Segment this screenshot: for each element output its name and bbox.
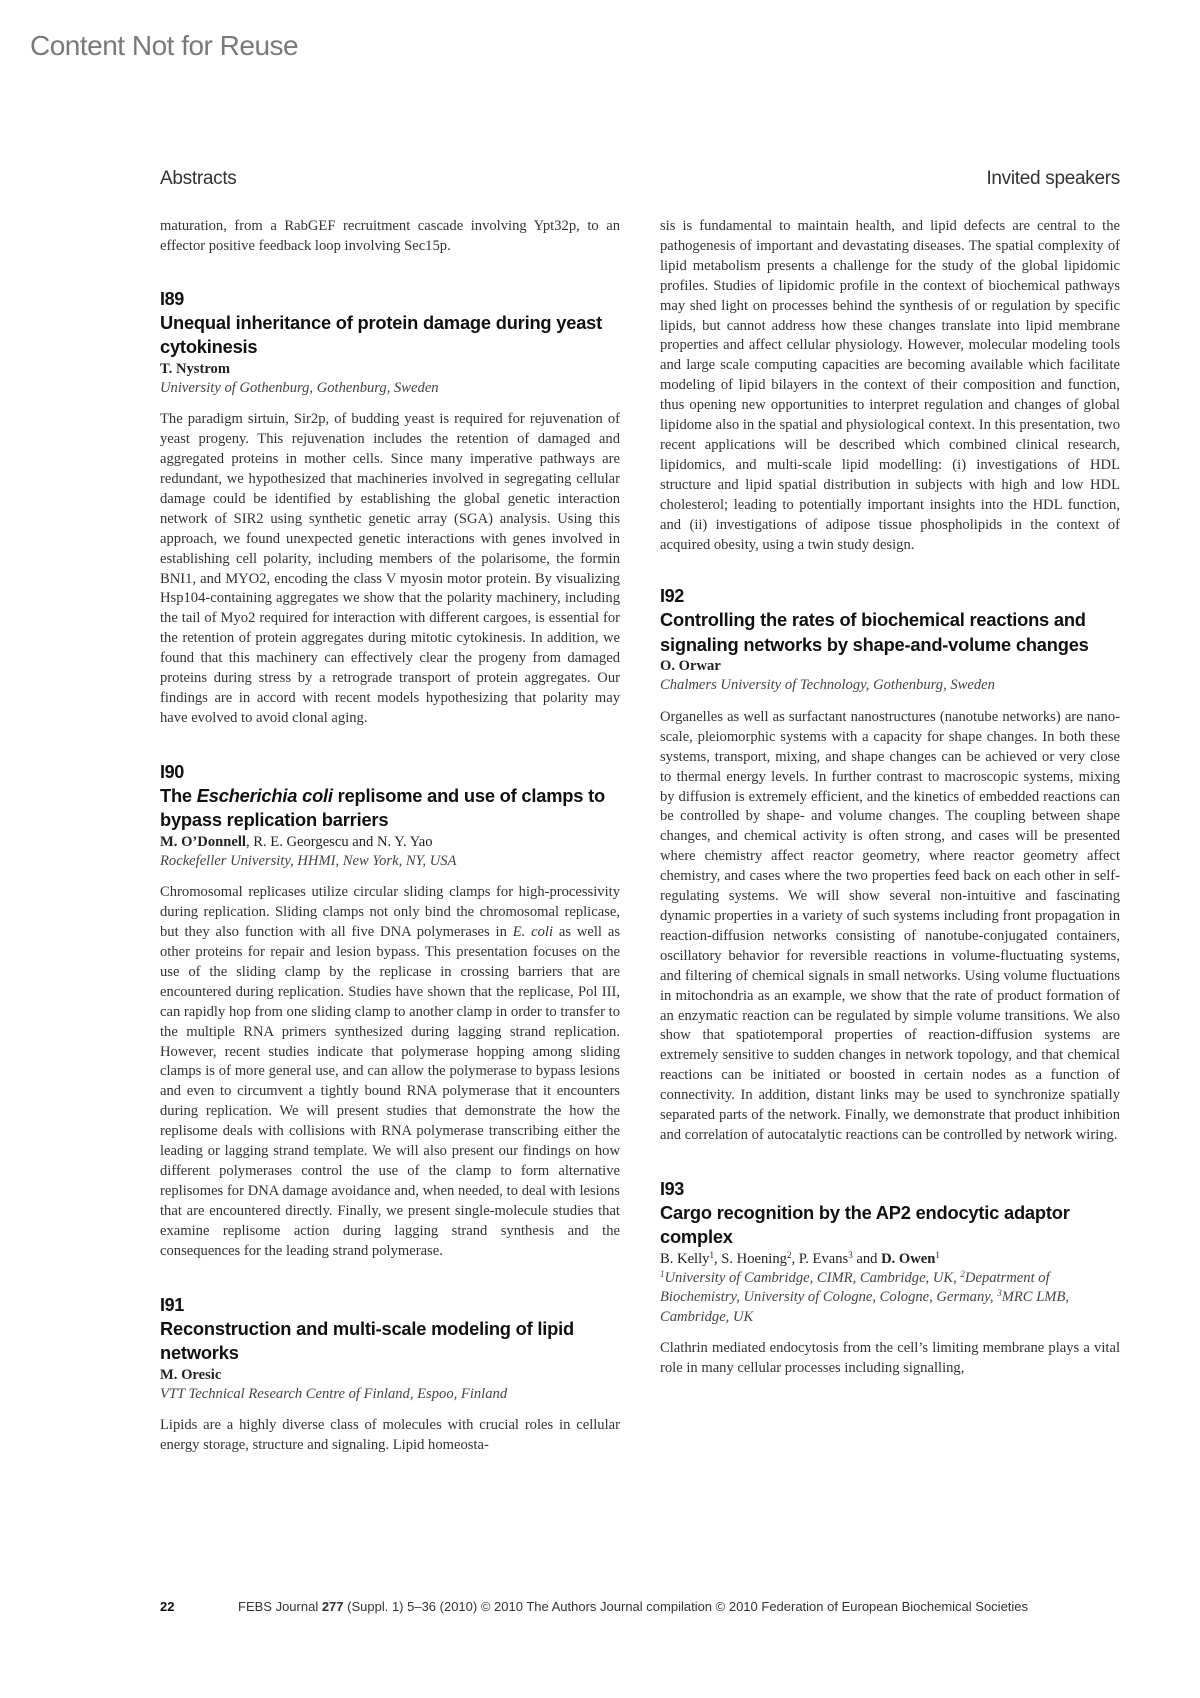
affiliation-marker: 2 xyxy=(960,1268,965,1279)
abstract-I91 xyxy=(160,1294,620,1456)
journal-volume: 277 xyxy=(321,1599,344,1614)
abstract-title: Reconstruction and multi-scale modeling of lipid networks xyxy=(160,1317,574,1364)
presenting-author: T. Nystrom xyxy=(160,360,230,377)
abstract-id: I89 xyxy=(160,288,184,309)
body-text: as well as other proteins for repair and lesion bypass. This presentation focuses on the use of the sliding clamp by the replicase in crossing barriers that are encountered during replication. Studies have shown that the replicase, Pol III, can rapidly hop from one sliding clamp to another clamp in order to transfer to the multiple RNA primers synthesized during lagging strand replication. However, recent studies indicate that polymerase hopping among sliding clamps is of more general use, and can allow the polymerase to bypass lesions and even to circumvent a tightly bound RNA polymerase that it encounters during replication. We will present studies that demonstrate the how the replisome deals with collisions with RNA polymerase transcribing either the leading or lagging strand template. We will also present our findings on how different polymerases control the use of the clamp to form alternative replisomes for DNA damage avoidance and, when needed, to deal with lesions that are encountered directly. Finally, we present single-molecule studies that examine replisome action during lagging strand synthesis and the consequences for the leading strand polymerase. xyxy=(160,924,620,1259)
page-number: 22 xyxy=(160,1599,175,1614)
abstract-affiliation: Chalmers University of Technology, Gothenburg, Sweden xyxy=(660,677,995,694)
abstract-body: Clathrin mediated endocytosis from the cell’s limiting membrane plays a vital role in many cellular processes including signalling, xyxy=(660,1340,1120,1377)
abstract-title: Cargo recognition by the AP2 endocytic adaptor complex xyxy=(660,1201,1070,1248)
abstract-affiliation: University of Gothenburg, Gothenburg, Sweden xyxy=(160,379,439,396)
left-column xyxy=(160,217,620,1456)
abstract-id: I91 xyxy=(160,1294,184,1315)
abstract-authors xyxy=(160,833,620,852)
affiliation-text: MRC LMB, Cambridge, UK xyxy=(660,1289,1070,1325)
abstract-authors xyxy=(660,1250,1120,1269)
abstract-I93 xyxy=(660,1178,1120,1379)
affiliation-text: University of Cambridge, CIMR, Cambridge, UK, xyxy=(664,1269,961,1286)
abstract-body: Organelles as well as surfactant nanostructures (nanotube networks) are nano-scale, pleiomorphic systems with a capacity for shape changes. In both these systems, transport, mixing, and shape changes can be achieved or very close to thermal energy levels. In further contrast to macroscopic systems, mixing by diffusion is extremely efficient, and the kinetics of embedded reactions can be controlled by shape- and volume changes. The coupling between shape changes, and chemical activity is often strong, and cases will be presented where chemistry affect reactor geometry, where reactor geometry affect chemistry, and cases where the two properties feed back on each other in self-regulating systems. We will show several non-intuitive and fascinating dynamic properties in a variety of such systems including front propagation in reaction-diffusion networks consisting of nanotube-conjugated containers, oscillatory behavior for reversible reactions in volume-fluctuating systems, and filtering of chemical signals in small networks. Using volume fluctuations in mitochondria as an example, we show that the rate of product formation of an enzymatic reaction can be regulated by simple volume transitions. We also show that spatiotemporal properties of reaction-diffusion systems are extremely sensitive to sudden changes in network topology, and that chemical reactions can be initiated or boosted in certain nodes as a function of connectivity. In addition, distant links may be used to synchronize spatially separated parts of the network. Finally, we demonstrate that product inhibition and correlation of autocatalytic reactions can be controlled by network wiring. xyxy=(660,708,1120,1143)
co-authors: , R. E. Georgescu and N. Y. Yao xyxy=(245,833,433,850)
abstract-authors xyxy=(160,360,620,379)
watermark: Content Not for Reuse xyxy=(30,30,299,61)
abstract-id: I90 xyxy=(160,761,184,782)
running-head-left: Abstracts xyxy=(160,168,237,189)
abstract-body: The paradigm sirtuin, Sir2p, of budding yeast is required for rejuvenation of yeast progeny. This rejuvenation includes the retention of damaged and aggregated proteins in mother cells. Since many imperative pathways are redundant, we hypothesized that machineries involved in segregating cellular damage could be identified by establishing the global genetic interaction network of SIR2 using synthetic genetic array (SGA) analysis. Using this approach, we found unexpected genetic interactions with genes involved in establishing cell polarity, including members of the polarisome, the formin BNI1, and MYO2, encoding the class V myosin motor protein. By visualizing Hsp104-containing aggregates we show that the polarity machinery, including the tail of Myo2 required for interaction with different cargoes, is essential for the retention of protein aggregates during mitotic cytokinesis. In addition, we found that this machinery can effectively clear the progeny from damaged proteins during stress by a retrograde transport of protein aggregates. Our findings are in accord with recent models hypothesizing that polarity may have evolved to avoid clonal aging. xyxy=(160,411,620,726)
abstract-body xyxy=(160,883,620,1261)
citation-details: (Suppl. 1) 5–36 (2010) © 2010 The Authors Journal compilation © 2010 Federation of European Biochemical Societies xyxy=(343,1599,1029,1614)
abstract-I92 xyxy=(660,585,1120,1145)
continued-text: maturation, from a RabGEF recruitment cascade involving Ypt32p, to an effector positive feedback loop involving Sec15p. xyxy=(160,218,620,254)
abstract-affiliation: VTT Technical Research Centre of Finland, Espoo, Finland xyxy=(160,1385,508,1402)
affiliation-marker: 3 xyxy=(997,1288,1002,1299)
abstract-affiliation xyxy=(660,1269,1120,1328)
abstract-title: Unequal inheritance of protein damage during yeast cytokinesis xyxy=(160,311,603,358)
page-footer xyxy=(160,1599,1130,1614)
affiliation-text: Depatrment of Biochemistry, University of Cologne, Cologne, Germany, xyxy=(660,1269,1050,1306)
abstract-I89 xyxy=(160,288,620,729)
author-separator: and xyxy=(852,1250,882,1267)
affiliation-marker: 1 xyxy=(709,1249,714,1260)
continued-text: sis is fundamental to maintain health, and lipid defects are central to the pathogenesis of important and devastating diseases. The spatial complexity of lipid metabolism presents a challenge for the study of the global lipidomic profiles. Studies of lipidomic profile in the context of biochemical pathways may shed light on processes behind the synthesis of or regulation by specific lipids, but cannot address how these changes translate into lipid membrane properties and affect cellular physiology. However, molecular modeling tools and large scale computing capacities are becoming available which facilitate modeling of lipid bilayers in the context of their composition and function, thus opening new opportunities to interpret regulation and changes of global lipidome also in the spatial and physiological context. In this presentation, two recent applications will be described which combined clinical research, lipidomics, and multi-scale lipid modelling: (i) investigations of HDL structure and lipid spatial distribution in subjects with high and low HDL cholesterol; leading to potentially important insights into the HDL function, and (ii) investigations of adipose tissue phospholipids in the context of acquired obesity, using a twin study design. xyxy=(660,218,1120,553)
journal-citation xyxy=(238,1599,1028,1614)
abstract-id: I93 xyxy=(660,1178,684,1199)
journal-name: FEBS Journal xyxy=(238,1599,322,1614)
abstract-affiliation: Rockefeller University, HHMI, New York, NY, USA xyxy=(160,852,457,869)
author-name: B. Kelly xyxy=(660,1250,710,1267)
title-suffix: replisome and use of clamps to bypass replication barriers xyxy=(160,784,605,831)
author-name: S. Hoening xyxy=(721,1250,787,1267)
title-prefix: The xyxy=(160,784,197,806)
affiliation-marker: 2 xyxy=(786,1249,792,1260)
running-head-right: Invited speakers xyxy=(986,168,1120,189)
title-italic: Escherichia coli xyxy=(196,784,333,806)
abstract-body: Lipids are a highly diverse class of molecules with crucial roles in cellular energy storage, structure and signaling. Lipid homeosta- xyxy=(160,1417,620,1453)
affiliation-marker: 1 xyxy=(935,1249,940,1260)
abstract-id: I92 xyxy=(660,586,684,607)
affiliation-marker: 1 xyxy=(660,1268,665,1279)
author-separator: , xyxy=(791,1250,799,1267)
abstract-I90 xyxy=(160,761,620,1262)
body-text: Chromosomal replicases utilize circular sliding clamps for high-processivity during replication. Sliding clamps not only bind the chromosomal replicase, but they also function with all five DNA polymerases in xyxy=(160,884,620,941)
presenting-author: M. Oresic xyxy=(160,1366,222,1383)
abstract-title xyxy=(160,784,620,833)
affiliation-marker: 3 xyxy=(848,1249,853,1260)
author-name: P. Evans xyxy=(798,1250,849,1267)
author-separator: , xyxy=(713,1250,722,1267)
abstract-authors xyxy=(160,1366,620,1385)
presenting-author: O. Orwar xyxy=(660,658,721,675)
presenting-author: M. O’Donnell xyxy=(160,833,246,850)
abstract-authors xyxy=(660,657,1120,676)
body-italic: E. coli xyxy=(512,924,554,941)
abstract-title: Controlling the rates of biochemical reactions and signaling networks by shape-and-volume changes xyxy=(660,609,1089,655)
right-column xyxy=(660,217,1120,1379)
author-name: D. Owen xyxy=(881,1250,936,1267)
